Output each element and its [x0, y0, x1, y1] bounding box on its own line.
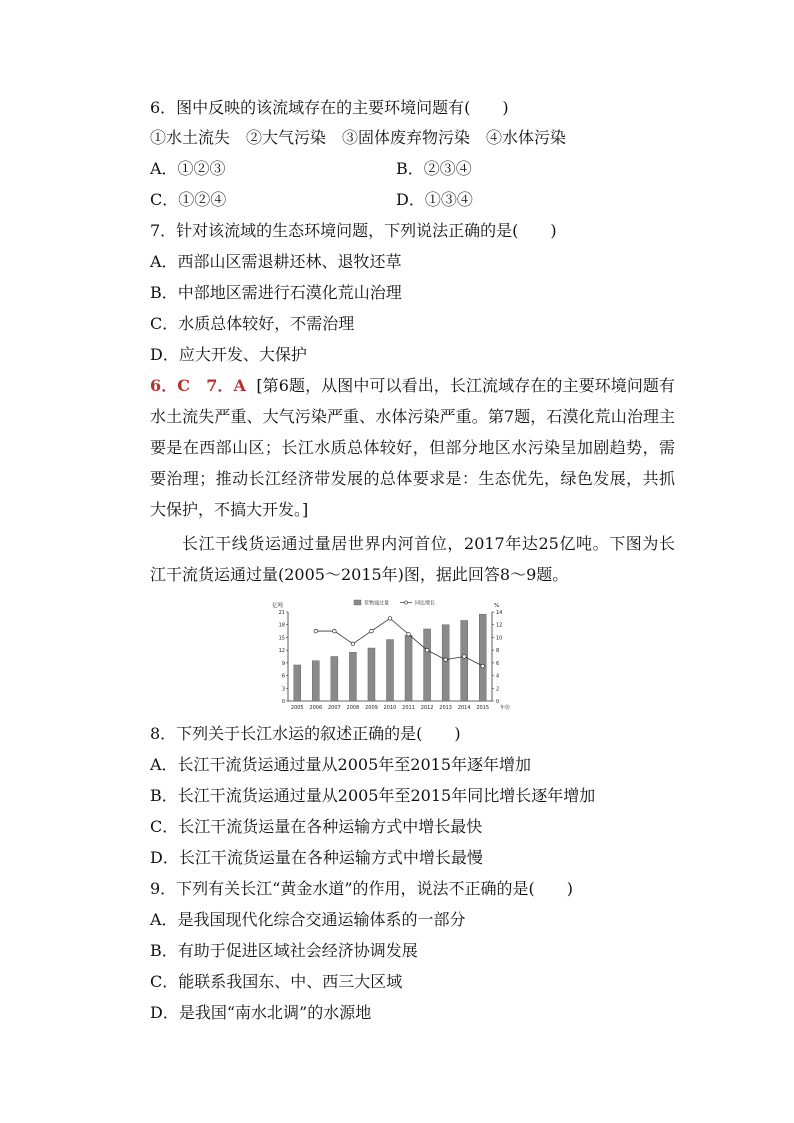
- growth-point: [407, 632, 411, 636]
- legend-line-label: 同比增长: [415, 600, 436, 607]
- growth-point: [388, 617, 392, 621]
- x-tick-label: 2013: [439, 705, 453, 710]
- growth-point: [425, 648, 429, 652]
- growth-point: [370, 629, 374, 633]
- y-left-label: 亿吨: [272, 603, 284, 609]
- y-left-tick-label: 9: [281, 660, 285, 667]
- chart-line: [314, 617, 485, 668]
- growth-point: [314, 629, 318, 633]
- x-tick-label: 2005: [290, 705, 304, 710]
- legend-line-marker: [404, 601, 407, 604]
- question-8-option-d: D．长江干流货运量在各种运输方式中增长最慢: [150, 848, 483, 867]
- question-8-option-c: C．长江干流货运量在各种运输方式中增长最快: [150, 817, 483, 836]
- intro-8-9: 长江干线货运通过量居世界内河首位，2017年达25亿吨。下图为长江干流货运通过量(2005～2015年)图，据此回答8～9题。: [150, 534, 675, 584]
- question-6-option-b: B．②③④: [396, 159, 472, 178]
- x-tick-label: 2007: [327, 705, 341, 710]
- question-6-stem: 6．图中反映的该流域存在的主要环境问题有( ): [150, 98, 509, 117]
- freight-chart: [270, 598, 526, 710]
- x-tick-label: 2009: [365, 705, 378, 710]
- legend-bar-label: 货物通过量: [364, 600, 390, 607]
- question-6-option-d: D．①③④: [396, 190, 473, 209]
- growth-point: [444, 658, 448, 662]
- question-7-option-d: D．应大开发、大保护: [150, 345, 307, 364]
- x-tick-label: 2012: [420, 705, 434, 710]
- y-left-tick-label: 3: [281, 686, 285, 693]
- question-8-option-a: A．长江干流货运通过量从2005年至2015年逐年增加: [150, 755, 531, 774]
- y-right-label: %: [494, 603, 500, 609]
- bar: [442, 625, 449, 701]
- x-axis-label: 年份: [500, 705, 511, 710]
- growth-point: [462, 655, 466, 659]
- bar: [331, 657, 338, 702]
- y-right-tick-label: 10: [496, 635, 503, 642]
- question-9-option-c: C．能联系我国东、中、西三大区域: [150, 972, 403, 991]
- bar: [461, 620, 468, 701]
- y-left-tick-label: 6: [281, 673, 285, 680]
- x-tick-label: 2011: [402, 705, 415, 710]
- answer-explanation: [第6题，从图中可以看出，长江流域存在的主要环境问题有水土流失严重、大气污染严重、水体污染严重。第7题，石漠化荒山治理主要是在西部山区；长江水质总体较好，但部分地区水污染呈加剧趋势，需要治理；推动长江经济带发展的总体要求是：生态优先，绿色发展，共抓大保护，不搞大开发。]: [150, 376, 676, 519]
- question-7-stem: 7．针对该流域的生态环境问题，下列说法正确的是( ): [150, 221, 557, 240]
- question-9-option-b: B．有助于促进区域社会经济协调发展: [150, 941, 418, 960]
- y-left-tick-label: 0: [281, 699, 285, 705]
- bar: [294, 665, 301, 701]
- question-7-option-c: C．水质总体较好，不需治理: [150, 314, 355, 333]
- bar: [386, 640, 393, 701]
- answer-6-7: [150, 370, 675, 525]
- x-tick-label: 2015: [476, 705, 490, 710]
- y-left-tick-label: 12: [278, 648, 285, 655]
- y-right-tick-label: 6: [496, 660, 500, 667]
- bar: [405, 635, 412, 701]
- legend-bar-swatch: [354, 600, 361, 605]
- y-right-tick-label: 12: [496, 622, 503, 629]
- y-right-tick-label: 4: [496, 673, 500, 680]
- question-9-stem: 9．下列有关长江“黄金水道”的作用，说法不正确的是( ): [150, 879, 574, 898]
- question-7-option-b: B．中部地区需进行石漠化荒山治理: [150, 283, 402, 302]
- growth-line: [316, 618, 483, 666]
- y-right-tick-label: 14: [496, 610, 503, 616]
- y-left-tick-label: 21: [278, 610, 285, 616]
- bar: [479, 614, 486, 701]
- growth-point: [481, 664, 485, 668]
- y-right-tick-label: 8: [496, 648, 500, 655]
- bar: [368, 648, 375, 701]
- answer-key: 6．C 7．A: [150, 376, 246, 395]
- x-tick-label: 2010: [383, 705, 397, 710]
- x-tick-label: 2014: [457, 705, 471, 710]
- question-6-option-a: A．①②③: [150, 159, 226, 178]
- y-left-tick-label: 18: [278, 622, 285, 629]
- bar: [349, 652, 356, 701]
- y-right-tick-label: 2: [496, 686, 500, 693]
- question-7-option-a: A．西部山区需退耕还林、退牧还草: [150, 252, 402, 271]
- question-8-option-b: B．长江干流货运通过量从2005年至2015年同比增长逐年增加: [150, 786, 596, 805]
- growth-point: [333, 629, 337, 633]
- y-right-tick-label: 0: [496, 699, 500, 705]
- x-tick-label: 2006: [309, 705, 323, 710]
- question-6-option-c: C．①②④: [150, 190, 227, 209]
- bar: [424, 629, 431, 701]
- growth-point: [351, 642, 355, 646]
- x-tick-label: 2008: [346, 705, 360, 710]
- y-left-tick-label: 15: [278, 635, 285, 642]
- question-9-option-a: A．是我国现代化综合交通运输体系的一部分: [150, 910, 466, 929]
- question-8-stem: 8．下列关于长江水运的叙述正确的是( ): [150, 724, 461, 743]
- question-6-items: ①水土流失 ②大气污染 ③固体废弃物污染 ④水体污染: [150, 128, 567, 147]
- bar: [312, 661, 319, 701]
- question-9-option-d: D．是我国“南水北调”的水源地: [150, 1003, 372, 1022]
